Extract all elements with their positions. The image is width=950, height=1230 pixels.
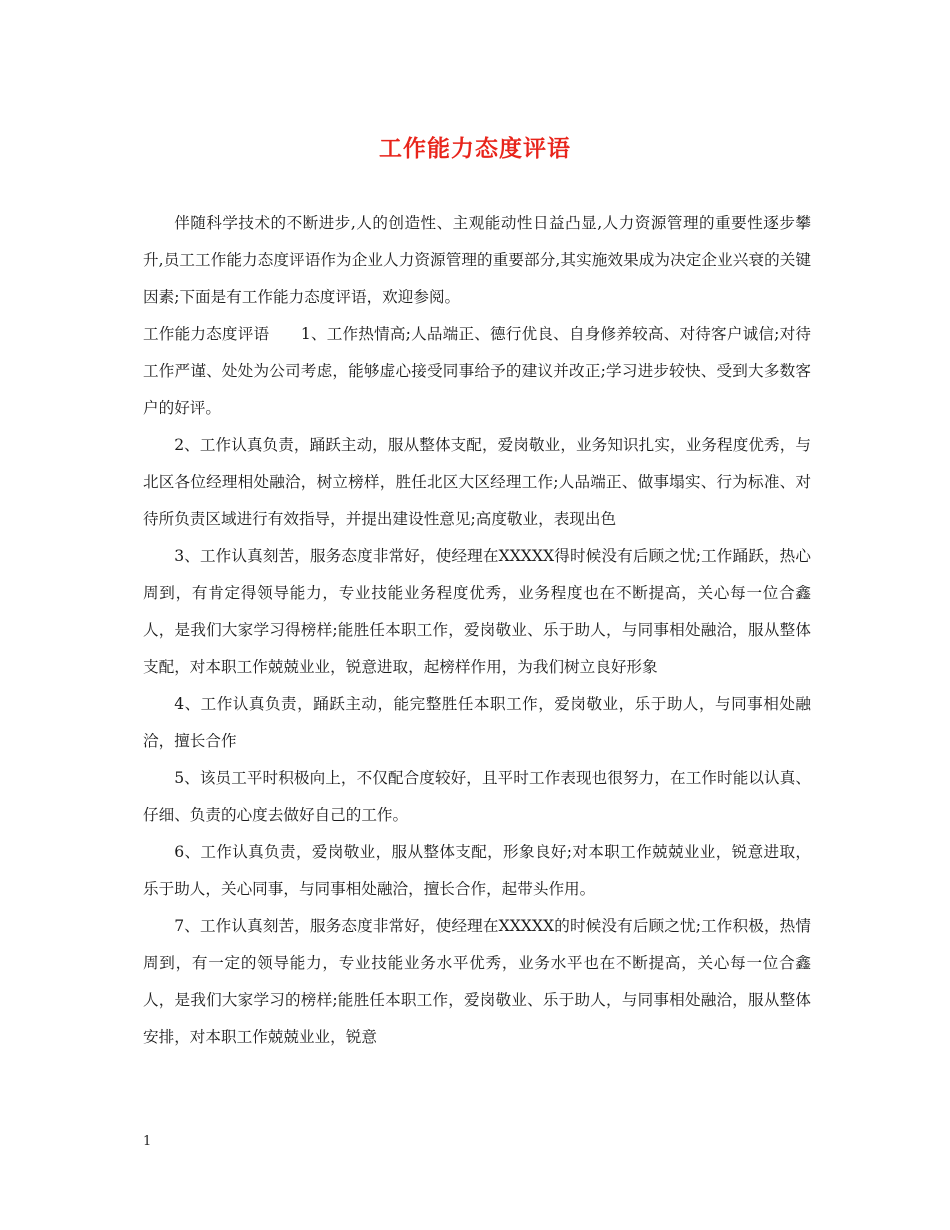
- document-title: 工作能力态度评语: [379, 135, 571, 162]
- paragraph-4: 4、工作认真负责，踊跃主动，能完整胜任本职工作，爱岗敬业，乐于助人，与同事相处融洽，擅长合作: [143, 695, 811, 750]
- paragraph-1: 工作能力态度评语 1、工作热情高;人品端正、德行优良、自身修养较高、对待客户诚信;对待工作严谨、处处为公司考虑，能够虚心接受同事给予的建议并改正;学习进步较快、受到大多数客户的好评。: [143, 325, 811, 417]
- paragraph-6: 6、工作认真负责，爱岗敬业，服从整体支配，形象良好;对本职工作兢兢业业，锐意进取，乐于助人，关心同事，与同事相处融洽，擅长合作，起带头作用。: [143, 843, 811, 898]
- page-number: 1: [143, 1134, 152, 1149]
- document-body: [143, 205, 811, 1056]
- paragraph-7: 7、工作认真刻苦，服务态度非常好，使经理在XXXXX的时候没有后顾之忧;工作积极，热情周到，有一定的领导能力，专业技能业务水平优秀，业务水平也在不断提高，关心每一位合鑫人，是我们大家学习的榜样;能胜任本职工作，爱岗敬业、乐于助人，与同事相处融洽，服从整体安排，对本职工作兢兢业业，锐意: [143, 917, 811, 1046]
- paragraph-2: 2、工作认真负责，踊跃主动，服从整体支配，爱岗敬业，业务知识扎实，业务程度优秀，与北区各位经理相处融洽，树立榜样，胜任北区大区经理工作;人品端正、做事塌实、行为标准、对待所负责区域进行有效指导，并提出建设性意见;高度敬业，表现出色: [143, 436, 811, 528]
- intro-paragraph: 伴随科学技术的不断进步,人的创造性、主观能动性日益凸显,人力资源管理的重要性逐步攀升,员工工作能力态度评语作为企业人力资源管理的重要部分,其实施效果成为决定企业兴衰的关键因素;下面是有工作能力态度评语，欢迎参阅。: [143, 214, 811, 306]
- paragraph-3: 3、工作认真刻苦，服务态度非常好，使经理在XXXXX得时候没有后顾之忧;工作踊跃，热心周到，有肯定得领导能力，专业技能业务程度优秀，业务程度也在不断提高，关心每一位合鑫人，是我们大家学习得榜样;能胜任本职工作，爱岗敬业、乐于助人，与同事相处融洽，服从整体支配，对本职工作兢兢业业，锐意进取，起榜样作用，为我们树立良好形象: [143, 547, 811, 676]
- paragraph-5: 5、该员工平时积极向上，不仅配合度较好，且平时工作表现也很努力，在工作时能以认真、仔细、负责的心度去做好自己的工作。: [143, 769, 811, 824]
